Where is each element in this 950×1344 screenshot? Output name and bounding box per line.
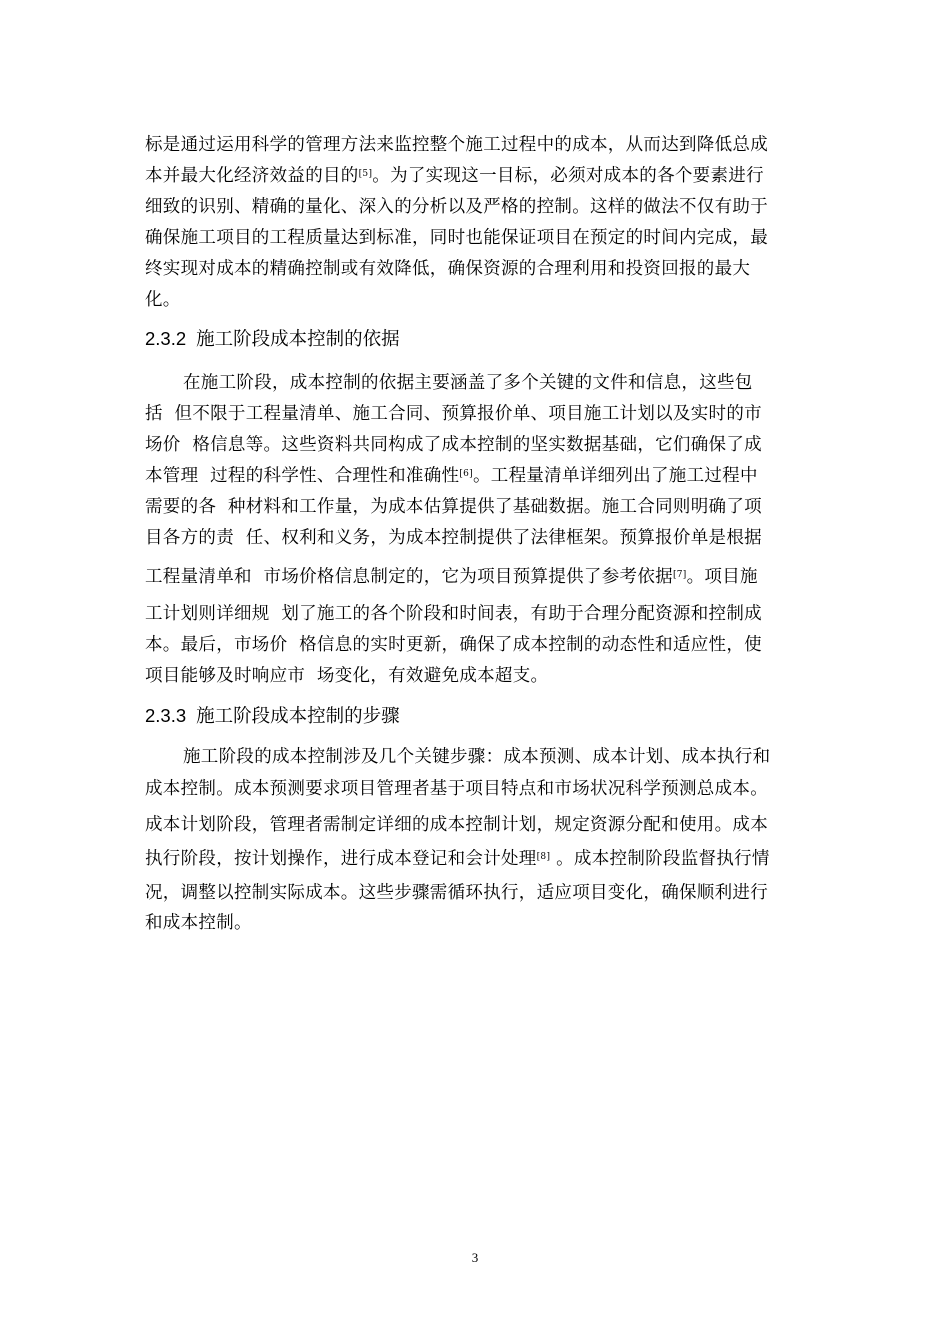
section-title: 施工阶段成本控制的步骤 <box>196 706 400 727</box>
section-heading-2-3-3 <box>145 704 400 729</box>
paragraph-line: 和成本控制。 <box>145 913 252 933</box>
paragraph-line: 工计划则详细规 划了施工的各个阶段和时间表，有助于合理分配资源和控制成 <box>145 604 762 624</box>
paragraph-line: 目各方的责 任、权利和义务，为成本控制提供了法律框架。预算报价单是根据 <box>145 528 762 548</box>
paragraph-line: 标是通过运用科学的管理方法来监控整个施工过程中的成本，从而达到降低总成 <box>145 135 768 155</box>
paragraph-line: 化。 <box>145 290 181 310</box>
paragraph-line: 本。最后，市场价 格信息的实时更新，确保了成本控制的动态性和适应性，使 <box>145 635 762 655</box>
paragraph-line: 细致的识别、精确的量化、深入的分析以及严格的控制。这样的做法不仅有助于 <box>145 197 768 217</box>
paragraph-line: 项目能够及时响应市 场变化，有效避免成本超支。 <box>145 666 549 686</box>
paragraph-line: 况，调整以控制实际成本。这些步骤需循环执行，适应项目变化，确保顺利进行 <box>145 883 768 903</box>
paragraph-line: 成本控制。成本预测要求项目管理者基于项目特点和市场状况科学预测总成本。 <box>145 779 768 799</box>
paragraph-line: 工程量清单和 市场价格信息制定的，它为项目预算提供了参考依据[7]。项目施 <box>145 567 758 587</box>
section-number: 2.3.3 <box>145 705 187 726</box>
section-heading-2-3-2 <box>145 327 400 352</box>
paragraph-line: 终实现对成本的精确控制或有效降低，确保资源的合理利用和投资回报的最大 <box>145 259 751 279</box>
paragraph-line: 本管理 过程的科学性、合理性和准确性[6]。工程量清单详细列出了施工过程中 <box>145 466 758 486</box>
paragraph-line: 场价 格信息等。这些资料共同构成了成本控制的坚实数据基础，它们确保了成 <box>145 435 762 455</box>
page-number: 3 <box>471 1250 479 1265</box>
paragraph-line: 需要的各 种材料和工作量，为成本估算提供了基础数据。施工合同则明确了项 <box>145 497 762 517</box>
paragraph-line: 施工阶段的成本控制涉及几个关键步骤：成本预测、成本计划、成本执行和 <box>183 747 771 767</box>
paragraph-line: 成本计划阶段，管理者需制定详细的成本控制计划，规定资源分配和使用。成本 <box>145 815 768 835</box>
paragraph-line: 括 但不限于工程量清单、施工合同、预算报价单、项目施工计划以及实时的市 <box>145 404 762 424</box>
section-number: 2.3.2 <box>145 328 187 349</box>
paragraph-line: 执行阶段，按计划操作，进行成本登记和会计处理[8] 。成本控制阶段监督执行情 <box>145 849 770 869</box>
paragraph-line: 本并最大化经济效益的目的[5]。为了实现这一目标，必须对成本的各个要素进行 <box>145 166 764 186</box>
paragraph-line: 在施工阶段，成本控制的依据主要涵盖了多个关键的文件和信息，这些包 <box>183 373 753 393</box>
citation-7[interactable]: [7] <box>672 570 687 580</box>
section-title: 施工阶段成本控制的依据 <box>196 329 400 350</box>
citation-8[interactable]: [8] <box>536 852 551 862</box>
citation-6[interactable]: [6] <box>459 469 473 479</box>
citation-5[interactable]: [5] <box>358 169 373 179</box>
paragraph-line: 确保施工项目的工程质量达到标准，同时也能保证项目在预定的时间内完成，最 <box>145 228 768 248</box>
